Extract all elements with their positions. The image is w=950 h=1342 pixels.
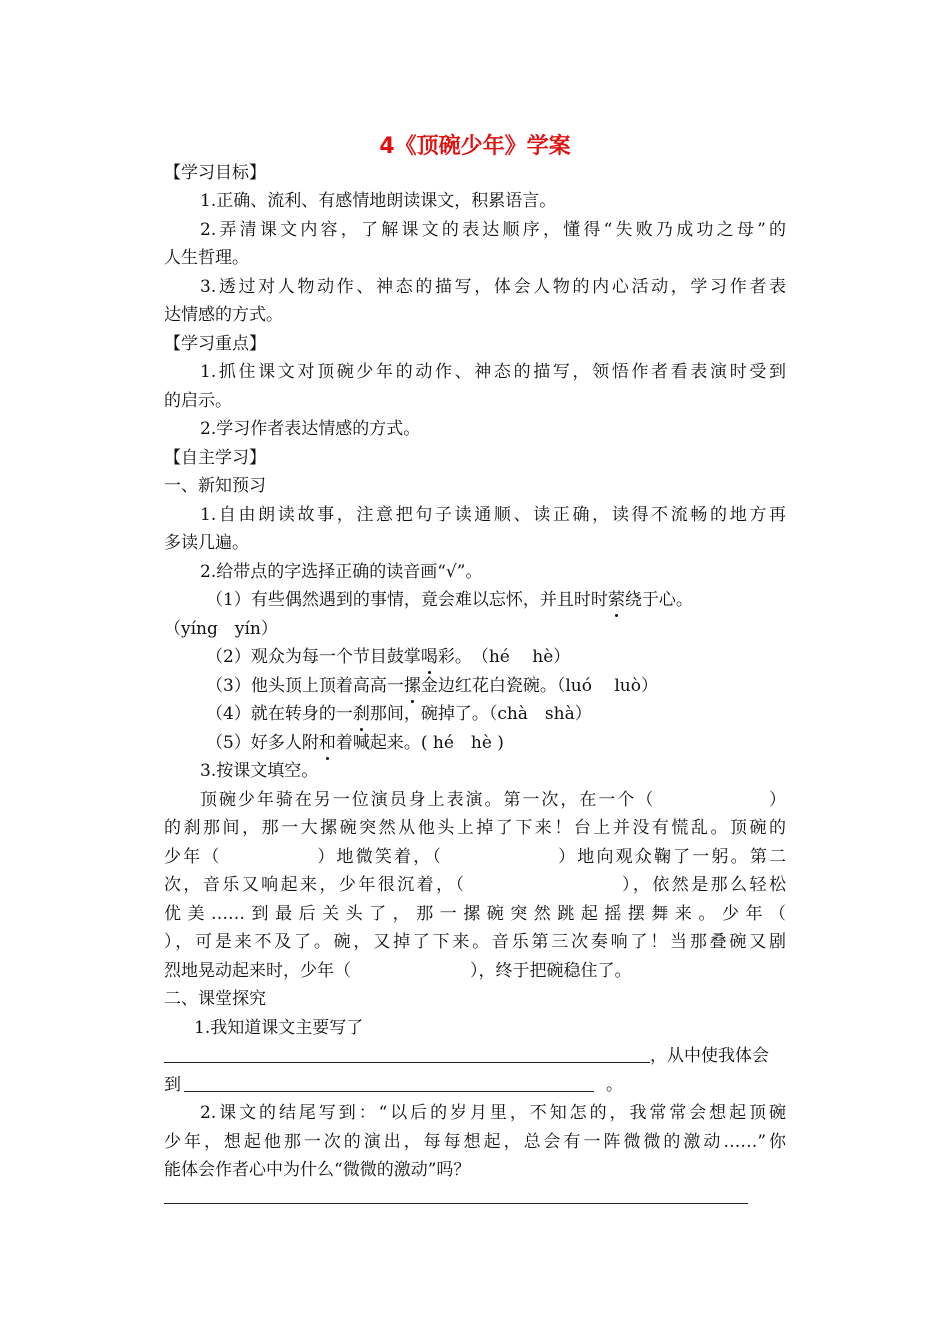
- item-3-text-before: （3）他头顶上顶着高高一: [206, 676, 404, 696]
- pronunciation-item-1: [206, 589, 786, 611]
- objective-3-line-2: 达情感的方式。: [164, 305, 283, 325]
- dotted-char-2: 喝: [420, 647, 438, 667]
- part-one-heading: 一、新知预习: [164, 476, 266, 496]
- preview-q2: 2.给带点的字选择正确的读音画“√”。: [200, 562, 483, 582]
- key-point-1-line-2: 的启示。: [164, 391, 232, 411]
- answer-line-3[interactable]: [164, 1203, 748, 1204]
- fill-blank-line-4: 次，音乐又响起来，少年很沉着，（ ），依然是那么轻松: [164, 875, 786, 895]
- item-1-text-after: 绕于心。: [624, 590, 693, 610]
- item-3-text-after: 金边红花白瓷碗。（luó luò）: [420, 676, 658, 696]
- dotted-char-5: 和: [318, 733, 336, 753]
- pronunciation-item-1-options: （yíng yín）: [164, 619, 278, 639]
- objective-2-line-1: 2.弄清课文内容，了解课文的表达顺序，懂得“失败乃成功之母”的: [200, 220, 786, 240]
- fill-blank-line-1: 顶碗少年骑在另一位演员身上表演。第一次，在一个（ ）: [200, 790, 786, 810]
- item-5-text-before: （5）好多人附: [206, 733, 319, 753]
- item-4-text-after: 那间，碗掉了。（chà shà）: [369, 704, 592, 724]
- preview-q1-line-2: 多读几遍。: [164, 533, 249, 553]
- pronunciation-item-5: [206, 732, 786, 754]
- fill-blank-line-3: 少年（ ）地微笑着，（ ）地向观众鞠了一躬。第二: [164, 847, 786, 867]
- key-point-2: 2.学习作者表达情感的方式。: [200, 419, 421, 439]
- page-title: 4《顶碗少年》学案: [379, 134, 571, 159]
- fill-blank-line-2: 的刹那间，那一大摞碗突然从他头上掉了下来！台上并没有慌乱。顶碗的: [164, 818, 786, 838]
- fill-blank-line-5: 优美……到最后关头了，那一摞碗突然跳起摇摆舞来。少年（: [164, 904, 786, 924]
- pronunciation-item-2: [206, 646, 786, 668]
- dotted-char-3: 摞: [403, 676, 421, 696]
- preview-q1-line-1: 1.自由朗读故事，注意把句子读通顺、读正确，读得不流畅的地方再: [200, 505, 786, 525]
- section-heading-objectives: 【学习目标】: [164, 163, 266, 183]
- section-heading-key-points: 【学习重点】: [164, 334, 266, 354]
- explore-q1-line-3-prefix: 到: [164, 1075, 181, 1095]
- objective-3-line-1: 3.透过对人物动作、神态的描写，体会人物的内心活动，学习作者表: [200, 277, 786, 297]
- explore-q2-line-1: 2.课文的结尾写到：“以后的岁月里，不知怎的，我常常会想起顶碗: [200, 1103, 786, 1123]
- answer-line-1[interactable]: [164, 1062, 650, 1063]
- pronunciation-item-4: [206, 703, 786, 725]
- section-heading-self-study: 【自主学习】: [164, 448, 266, 468]
- item-5-text-after: 着喊起来。( hé hè ): [335, 733, 504, 753]
- item-1-text-before: （1）有些偶然遇到的事情，竟会难以忘怀，并且时时: [206, 590, 608, 610]
- fill-blank-line-7: 烈地晃动起来时，少年（ ），终于把碗稳住了。: [164, 961, 632, 981]
- explore-q2-line-2: 少年，想起他那一次的演出，每每想起，总会有一阵微微的激动……”你: [164, 1132, 786, 1152]
- dotted-char-4: 刹: [352, 704, 370, 724]
- pronunciation-item-3: [206, 675, 786, 697]
- explore-q1-line-2-suffix: ，从中使我体会: [650, 1046, 769, 1066]
- explore-q1-line-1: 1.我知道课文主要写了: [194, 1018, 364, 1038]
- objective-2-line-2: 人生哲理。: [164, 248, 249, 268]
- item-2-text-before: （2）观众为每一个节目鼓掌: [206, 647, 421, 667]
- objective-1: 1.正确、流利、有感情地朗读课文，积累语言。: [200, 191, 557, 211]
- part-two-heading: 二、课堂探究: [164, 989, 266, 1009]
- dotted-char-1: 萦: [607, 590, 625, 610]
- explore-q1-line-3-suffix: 。: [606, 1075, 623, 1095]
- preview-q3: 3.按课文填空。: [200, 761, 319, 781]
- fill-blank-line-6: ），可是来不及了。碗，又掉了下来。音乐第三次奏响了！当那叠碗又剧: [164, 932, 786, 952]
- answer-line-2[interactable]: [184, 1091, 594, 1092]
- key-point-1-line-1: 1.抓住课文对顶碗少年的动作、神态的描写，领悟作者看表演时受到: [200, 362, 786, 382]
- explore-q2-line-3: 能体会作者心中为什么“微微的激动”吗？: [164, 1160, 471, 1180]
- item-4-text-before: （4）就在转身的一: [206, 704, 353, 724]
- item-2-text-after: 彩。 （hé hè）: [437, 647, 571, 667]
